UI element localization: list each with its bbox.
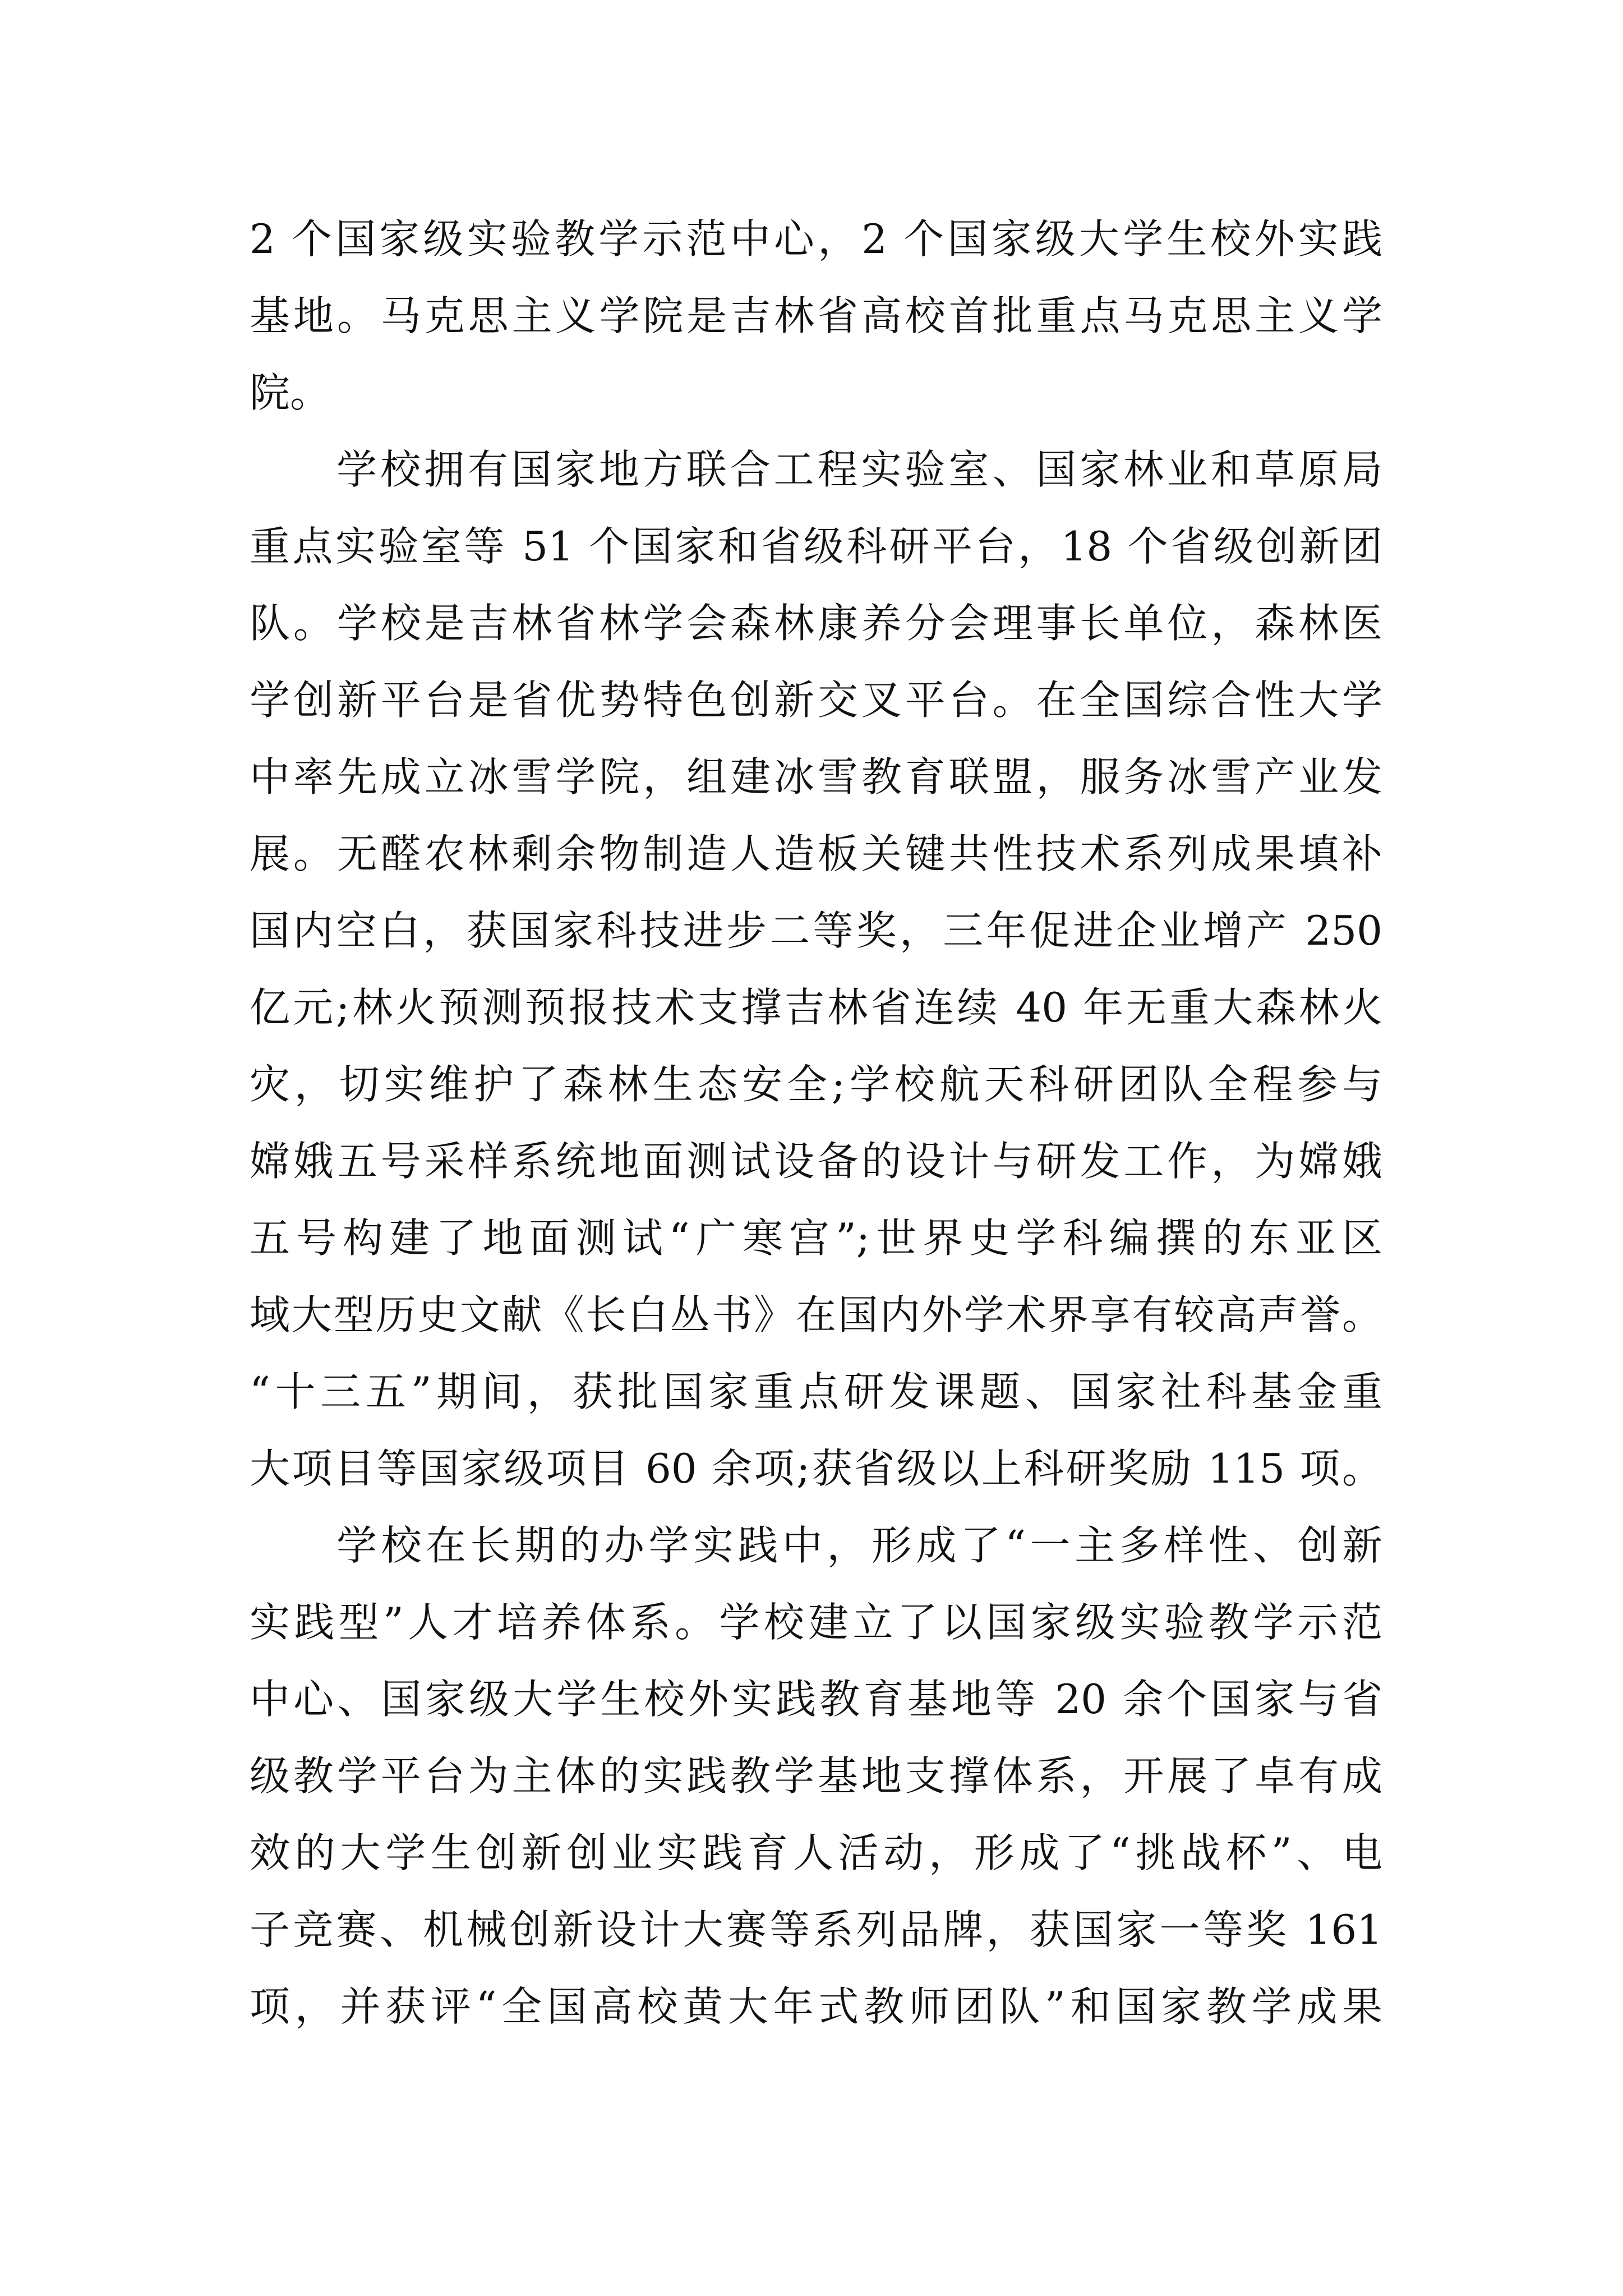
text-line: 展。无醛农林剩余物制造人造板关键共性技术系列成果填补 [250, 830, 1382, 877]
text-line: 嫦娥五号采样系统地面测试设备的设计与研发工作，为嫦娥 [250, 1138, 1382, 1185]
text-line: 级教学平台为主体的实践教学基地支撑体系，开展了卓有成 [250, 1752, 1382, 1800]
text-line: 大项目等国家级项目 60 余项;获省级以上科研奖励 115 项。 [250, 1445, 1382, 1492]
body-text [250, 201, 1382, 2045]
paragraph-2 [250, 431, 1382, 1507]
text-line: 重点实验室等 51 个国家和省级科研平台，18 个省级创新团 [250, 523, 1382, 570]
text-line: 实践型”人才培养体系。学校建立了以国家级实验教学示范 [250, 1599, 1382, 1646]
text-line: 中心、国家级大学生校外实践教育基地等 20 余个国家与省 [250, 1676, 1382, 1723]
text-line: 学创新平台是省优势特色创新交叉平台。在全国综合性大学 [250, 677, 1382, 724]
text-line: 学校拥有国家地方联合工程实验室、国家林业和草原局 [336, 446, 1382, 493]
text-line: 效的大学生创新创业实践育人活动，形成了“挑战杯”、电 [250, 1829, 1382, 1876]
text-line: 队。学校是吉林省林学会森林康养分会理事长单位，森林医 [250, 600, 1382, 647]
text-line: 学校在长期的办学实践中，形成了“一主多样性、创新 [336, 1522, 1382, 1569]
text-line: 中率先成立冰雪学院，组建冰雪教育联盟，服务冰雪产业发 [250, 753, 1382, 800]
text-line: 项，并获评“全国高校黄大年式教师团队”和国家教学成果 [250, 1983, 1382, 2030]
text-line: 亿元;林火预测预报技术支撑吉林省连续 40 年无重大森林火 [250, 984, 1382, 1031]
text-line: 子竞赛、机械创新设计大赛等系列品牌，获国家一等奖 161 [250, 1906, 1382, 1953]
text-line: 国内空白，获国家科技进步二等奖，三年促进企业增产 250 [250, 907, 1382, 954]
text-line: 2 个国家级实验教学示范中心，2 个国家级大学生校外实践 [250, 215, 1382, 263]
text-line: 灾，切实维护了森林生态安全;学校航天科研团队全程参与 [250, 1061, 1382, 1108]
text-line: “十三五”期间，获批国家重点研发课题、国家社科基金重 [250, 1368, 1382, 1415]
text-line: 基地。马克思主义学院是吉林省高校首批重点马克思主义学 [250, 292, 1382, 339]
text-line: 五号构建了地面测试“广寒宫”;世界史学科编撰的东亚区 [250, 1214, 1382, 1262]
paragraph-3 [250, 1507, 1382, 2045]
paragraph-1 [250, 201, 1382, 431]
text-line: 院。 [250, 369, 331, 416]
text-line: 域大型历史文献《长白丛书》在国内外学术界享有较高声誉。 [250, 1291, 1382, 1338]
